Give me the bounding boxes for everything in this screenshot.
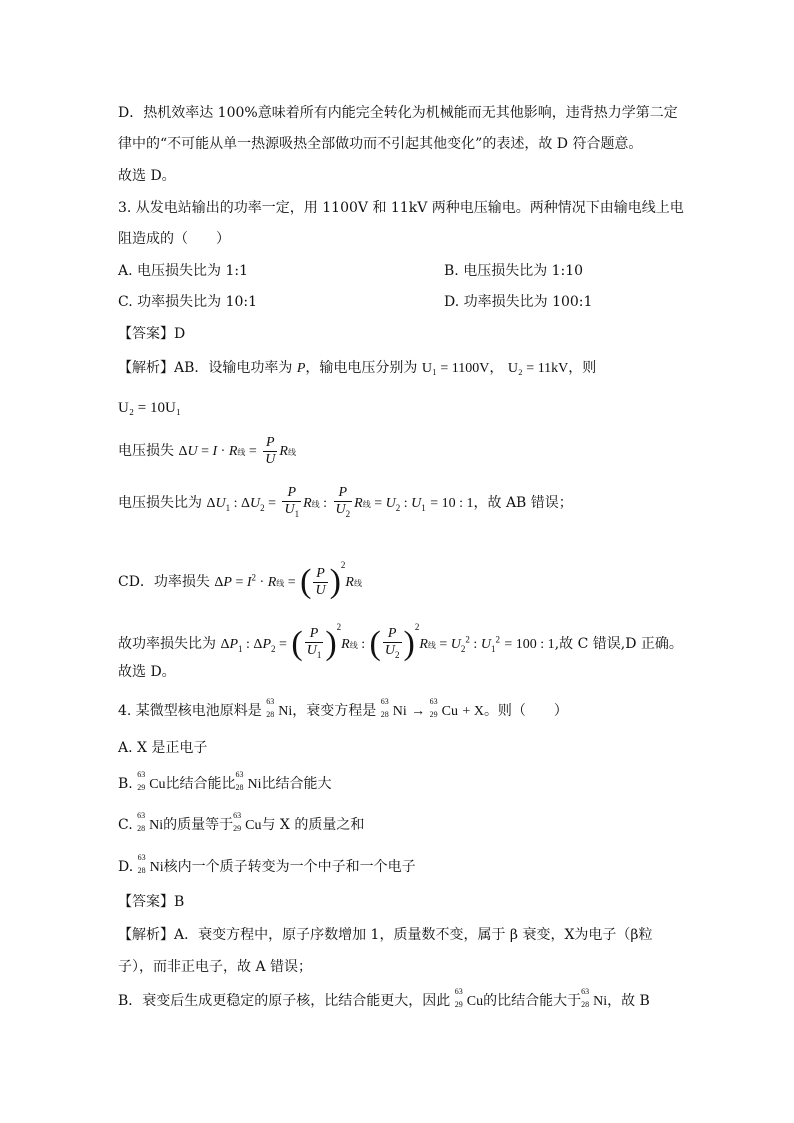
q4-analysis-line3: B．衰变后生成更稳定的原子核，比结合能更大，因此 63 29 Cu的比结合能大于 63 28 Ni，故 B <box>118 991 650 1012</box>
q4-stem <box>118 697 568 722</box>
q4-answer: 【答案】B <box>118 894 185 910</box>
q4-option-b: B. 63 29 Cu比结合能比 63 28 Ni比结合能大 <box>118 774 332 795</box>
q4-option-c: C. 63 28 Ni的质量等于 63 29 Cu与 X 的质量之和 <box>118 815 364 836</box>
nuclide-ni: 63 28 Ni <box>137 853 164 875</box>
q3-option-c: C. 功率损失比为 10:1 <box>118 294 258 310</box>
q3-analysis-prefix: 【解析】AB．设输电功率为 <box>118 360 293 376</box>
q3-analysis-end: ，则 <box>568 360 597 376</box>
q3-option-d: D. 功率损失比为 100:1 <box>444 294 593 310</box>
power-loss-formula: CD．功率损失 $\Delta P = I^2 \cdot R$线 = ( $\frac{P}{U}$ )$^2$R线 <box>118 560 362 600</box>
nuclide-ni: 63 28 Ni <box>581 987 608 1009</box>
eq-u2: U₂ = 11kV <box>507 361 569 376</box>
nuclide-cu: 63 29 Cu <box>454 987 484 1009</box>
nuclide-cu: 63 29 Cu <box>429 697 458 719</box>
voltage-ratio-tail: ，故 AB 错误； <box>473 495 573 511</box>
power-ratio-label: 故功率损失比为 <box>118 636 216 652</box>
nuclide-ni: 63 28 Ni <box>235 770 262 792</box>
nuclide-cu: 63 29 Cu <box>233 811 262 833</box>
q4-option-d: D. 63 28 Ni核内一个质子转变为一个中子和一个电子 <box>118 857 416 878</box>
q3-option-a: A. 电压损失比为 1:1 <box>118 263 248 279</box>
paragraph-d-line1: D．热机效率达 100%意味着所有内能完全转化为机械能而无其他影响，违背热力学第二定 <box>118 105 678 121</box>
eq-relation: U₂ = 10U₁ <box>118 400 182 416</box>
q3-conclusion: 故选 D。 <box>118 664 176 680</box>
nuclide-ni-2: 63 28 Ni <box>380 697 407 719</box>
voltage-loss-label: 电压损失 <box>118 443 174 459</box>
q4-stem-prefix: 4. 某微型核电池原料是 <box>118 703 262 719</box>
q4-analysis-line2: 子），而非正电子，故 A 错误； <box>118 959 313 975</box>
conclusion-d: 故选 D。 <box>118 168 176 184</box>
voltage-ratio-label: 电压损失比为 <box>118 495 202 511</box>
q3-analysis-line1 <box>118 358 596 379</box>
var-p: P <box>296 361 306 376</box>
power-ratio-formula: 故功率损失比为 $\Delta P_1$ : $\Delta P_2$ = ( $\frac{P}{U_1}$ )$^2$R线 : ( $\frac{P}{U_2}$ )$^2$R线 = $U_2^2$ : $U_1^2 = 100$ : 1,故 C 错误,D 正确。 <box>118 622 683 662</box>
power-loss-label: CD．功率损失 <box>118 574 210 590</box>
q3-analysis-sep: ， <box>489 360 504 376</box>
power-ratio-tail: ,故 C 错误,D 正确。 <box>554 636 683 652</box>
q4-analysis-line1: 【解析】A．衰变方程中，原子序数增加 1，质量数不变，属于 β 衰变，X为电子（β粒 <box>118 927 653 943</box>
q4-option-a: A. X 是正电子 <box>118 740 208 756</box>
q3-option-b: B. 电压损失比为 1:10 <box>444 263 584 279</box>
nuclide-ni: 63 28 Ni <box>137 811 164 833</box>
arrow: → <box>411 704 426 719</box>
q3-stem-line2: 阻造成的（ ） <box>118 231 230 247</box>
nuclide-cu: 63 29 Cu <box>137 770 166 792</box>
eq-u1: U₁ = 1100V <box>421 361 490 376</box>
paragraph-d-line2: 律中的“不可能从单一热源吸热全部做功而不引起其他变化”的表述，故 D 符合题意。 <box>118 136 643 152</box>
voltage-ratio-formula: 电压损失比为 $\Delta U_1$ : $\Delta U_2$ = $\frac{P}{U_1}$ R线 : $\frac{P}{U_2}$ R线 = $U_2$ : $U_1 = 10$ : 1，故 AB 错误； <box>118 484 573 519</box>
q4-stem-end: 。则（ ） <box>483 703 568 719</box>
voltage-loss-formula: 电压损失 ΔU = I · R线 = $\frac{P}{U}$ R线 <box>118 434 296 467</box>
q3-analysis-mid: ，输电电压分别为 <box>305 360 418 376</box>
q3-stem-line1: 3. 从发电站输出的功率一定，用 1100V 和 11kV 两种电压输电。两种情况下由输电线上电 <box>118 200 684 216</box>
nuclide-ni: 63 28 Ni <box>266 697 293 719</box>
plus-x: + X <box>462 704 484 719</box>
result-10-1: = 10 : 1 <box>430 496 474 511</box>
q3-answer: 【答案】D <box>118 326 186 342</box>
result-100-1: = 100 : 1 <box>504 637 555 652</box>
q4-stem-mid: ，衰变方程是 <box>292 703 377 719</box>
line-sub: 线 <box>237 448 246 457</box>
